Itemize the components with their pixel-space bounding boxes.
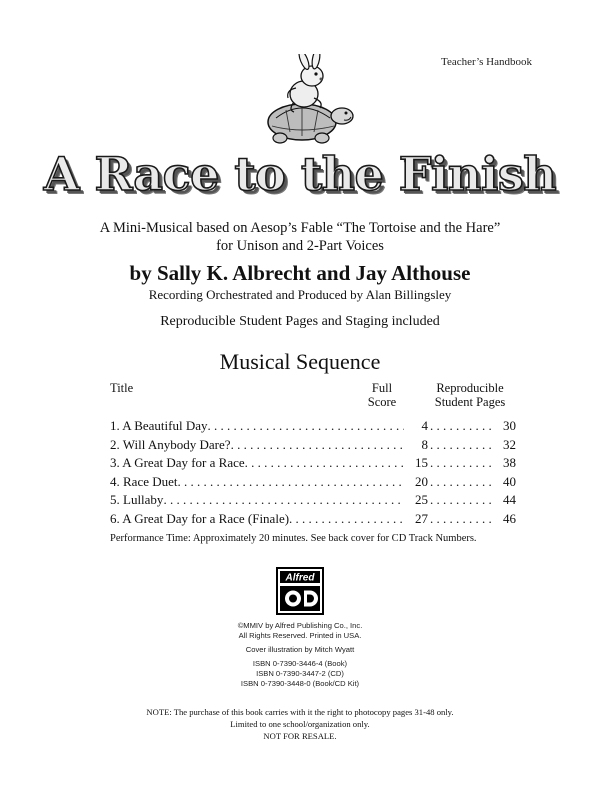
subtitle-line: A Mini-Musical based on Aesop’s Fable “The Tortoise and the Hare”	[99, 220, 501, 236]
performance-time-note: Performance Time: Approximately 20 minutes. See back cover for CD Track Numbers.	[110, 533, 477, 544]
main-title: A Race to the Finish	[43, 147, 557, 201]
song-row	[110, 492, 516, 511]
score-page-number: 8	[421, 436, 428, 452]
song-title: 1. A Beautiful Day	[110, 418, 208, 433]
student-page-number: 44	[503, 492, 516, 507]
student-page-number: 38	[503, 455, 516, 470]
isbn-line: ISBN 0-7390-3447-2 (CD)	[256, 669, 344, 678]
leader-dots	[430, 418, 492, 434]
song-title: 2. Will Anybody Dare?	[110, 436, 231, 452]
song-row	[110, 418, 516, 437]
producer-line: Recording Orchestrated and Produced by Alan Billingsley	[148, 287, 452, 302]
copyright-line: All Rights Reserved. Printed in USA.	[238, 631, 362, 640]
leader-dots	[208, 418, 405, 434]
song-row	[110, 474, 516, 493]
leader-dots	[430, 437, 492, 453]
column-header-student-pages	[424, 381, 516, 409]
photocopy-notice	[0, 706, 600, 742]
leader-dots	[430, 511, 492, 527]
subtitle-line: for Unison and 2-Part Voices	[216, 238, 384, 254]
leader-dots	[163, 492, 404, 508]
column-header-line: Student Pages	[434, 395, 506, 409]
notice-line: NOTE: The purchase of this book carries with it the right to photocopy pages 31-48 only.	[146, 707, 454, 717]
notice-line: Limited to one school/organization only.	[230, 719, 370, 729]
authors-line: by Sally K. Albrecht and Jay Althouse	[129, 261, 471, 285]
song-list	[110, 418, 516, 529]
teachers-handbook-label: Teacher’s Handbook	[441, 56, 532, 68]
notice-line: NOT FOR RESALE.	[263, 731, 337, 741]
copyright-block	[0, 621, 600, 689]
leader-dots	[430, 455, 492, 471]
student-page-number: 30	[503, 418, 516, 433]
musical-sequence-heading: Musical Sequence	[219, 349, 381, 374]
student-page-number: 46	[503, 510, 516, 526]
leader-dots	[245, 455, 404, 471]
leader-dots	[231, 437, 404, 453]
logo-wordmark: Alfred	[285, 572, 315, 584]
copyright-line: ©MMIV by Alfred Publishing Co., Inc.	[237, 621, 363, 630]
illustration-credit: Cover illustration by Mitch Wyatt	[245, 645, 355, 654]
song-row	[110, 511, 516, 530]
leader-dots	[178, 474, 404, 490]
score-page-number: 27	[415, 510, 428, 526]
column-header-line: Full	[371, 381, 393, 395]
hare-on-tortoise-illustration	[250, 54, 360, 146]
subtitle	[0, 219, 600, 255]
column-header-line: Reproducible	[436, 381, 504, 395]
score-page-number: 25	[415, 492, 428, 507]
isbn-line: ISBN 0-7390-3446-4 (Book)	[252, 659, 348, 668]
score-page-number: 20	[415, 473, 428, 489]
song-row	[110, 437, 516, 456]
song-title: 6. A Great Day for a Race (Finale)	[110, 510, 290, 526]
column-header-line: Score	[367, 395, 397, 409]
song-row	[110, 455, 516, 474]
isbn-line: ISBN 0-7390-3448-0 (Book/CD Kit)	[240, 679, 360, 688]
leader-dots	[430, 474, 492, 490]
song-title: 4. Race Duet	[110, 473, 178, 489]
score-page-number: 4	[421, 418, 428, 433]
reproducible-note: Reproducible Student Pages and Staging included	[160, 314, 440, 329]
alfred-logo	[276, 567, 324, 615]
student-page-number: 32	[503, 436, 516, 452]
song-title: 5. Lullaby	[110, 492, 164, 507]
leader-dots	[289, 511, 404, 527]
student-page-number: 40	[503, 473, 516, 489]
leader-dots	[430, 492, 492, 508]
column-header-title: Title	[110, 381, 134, 395]
song-title: 3. A Great Day for a Race	[110, 455, 245, 470]
score-page-number: 15	[415, 455, 428, 470]
column-header-full-score	[360, 381, 404, 409]
